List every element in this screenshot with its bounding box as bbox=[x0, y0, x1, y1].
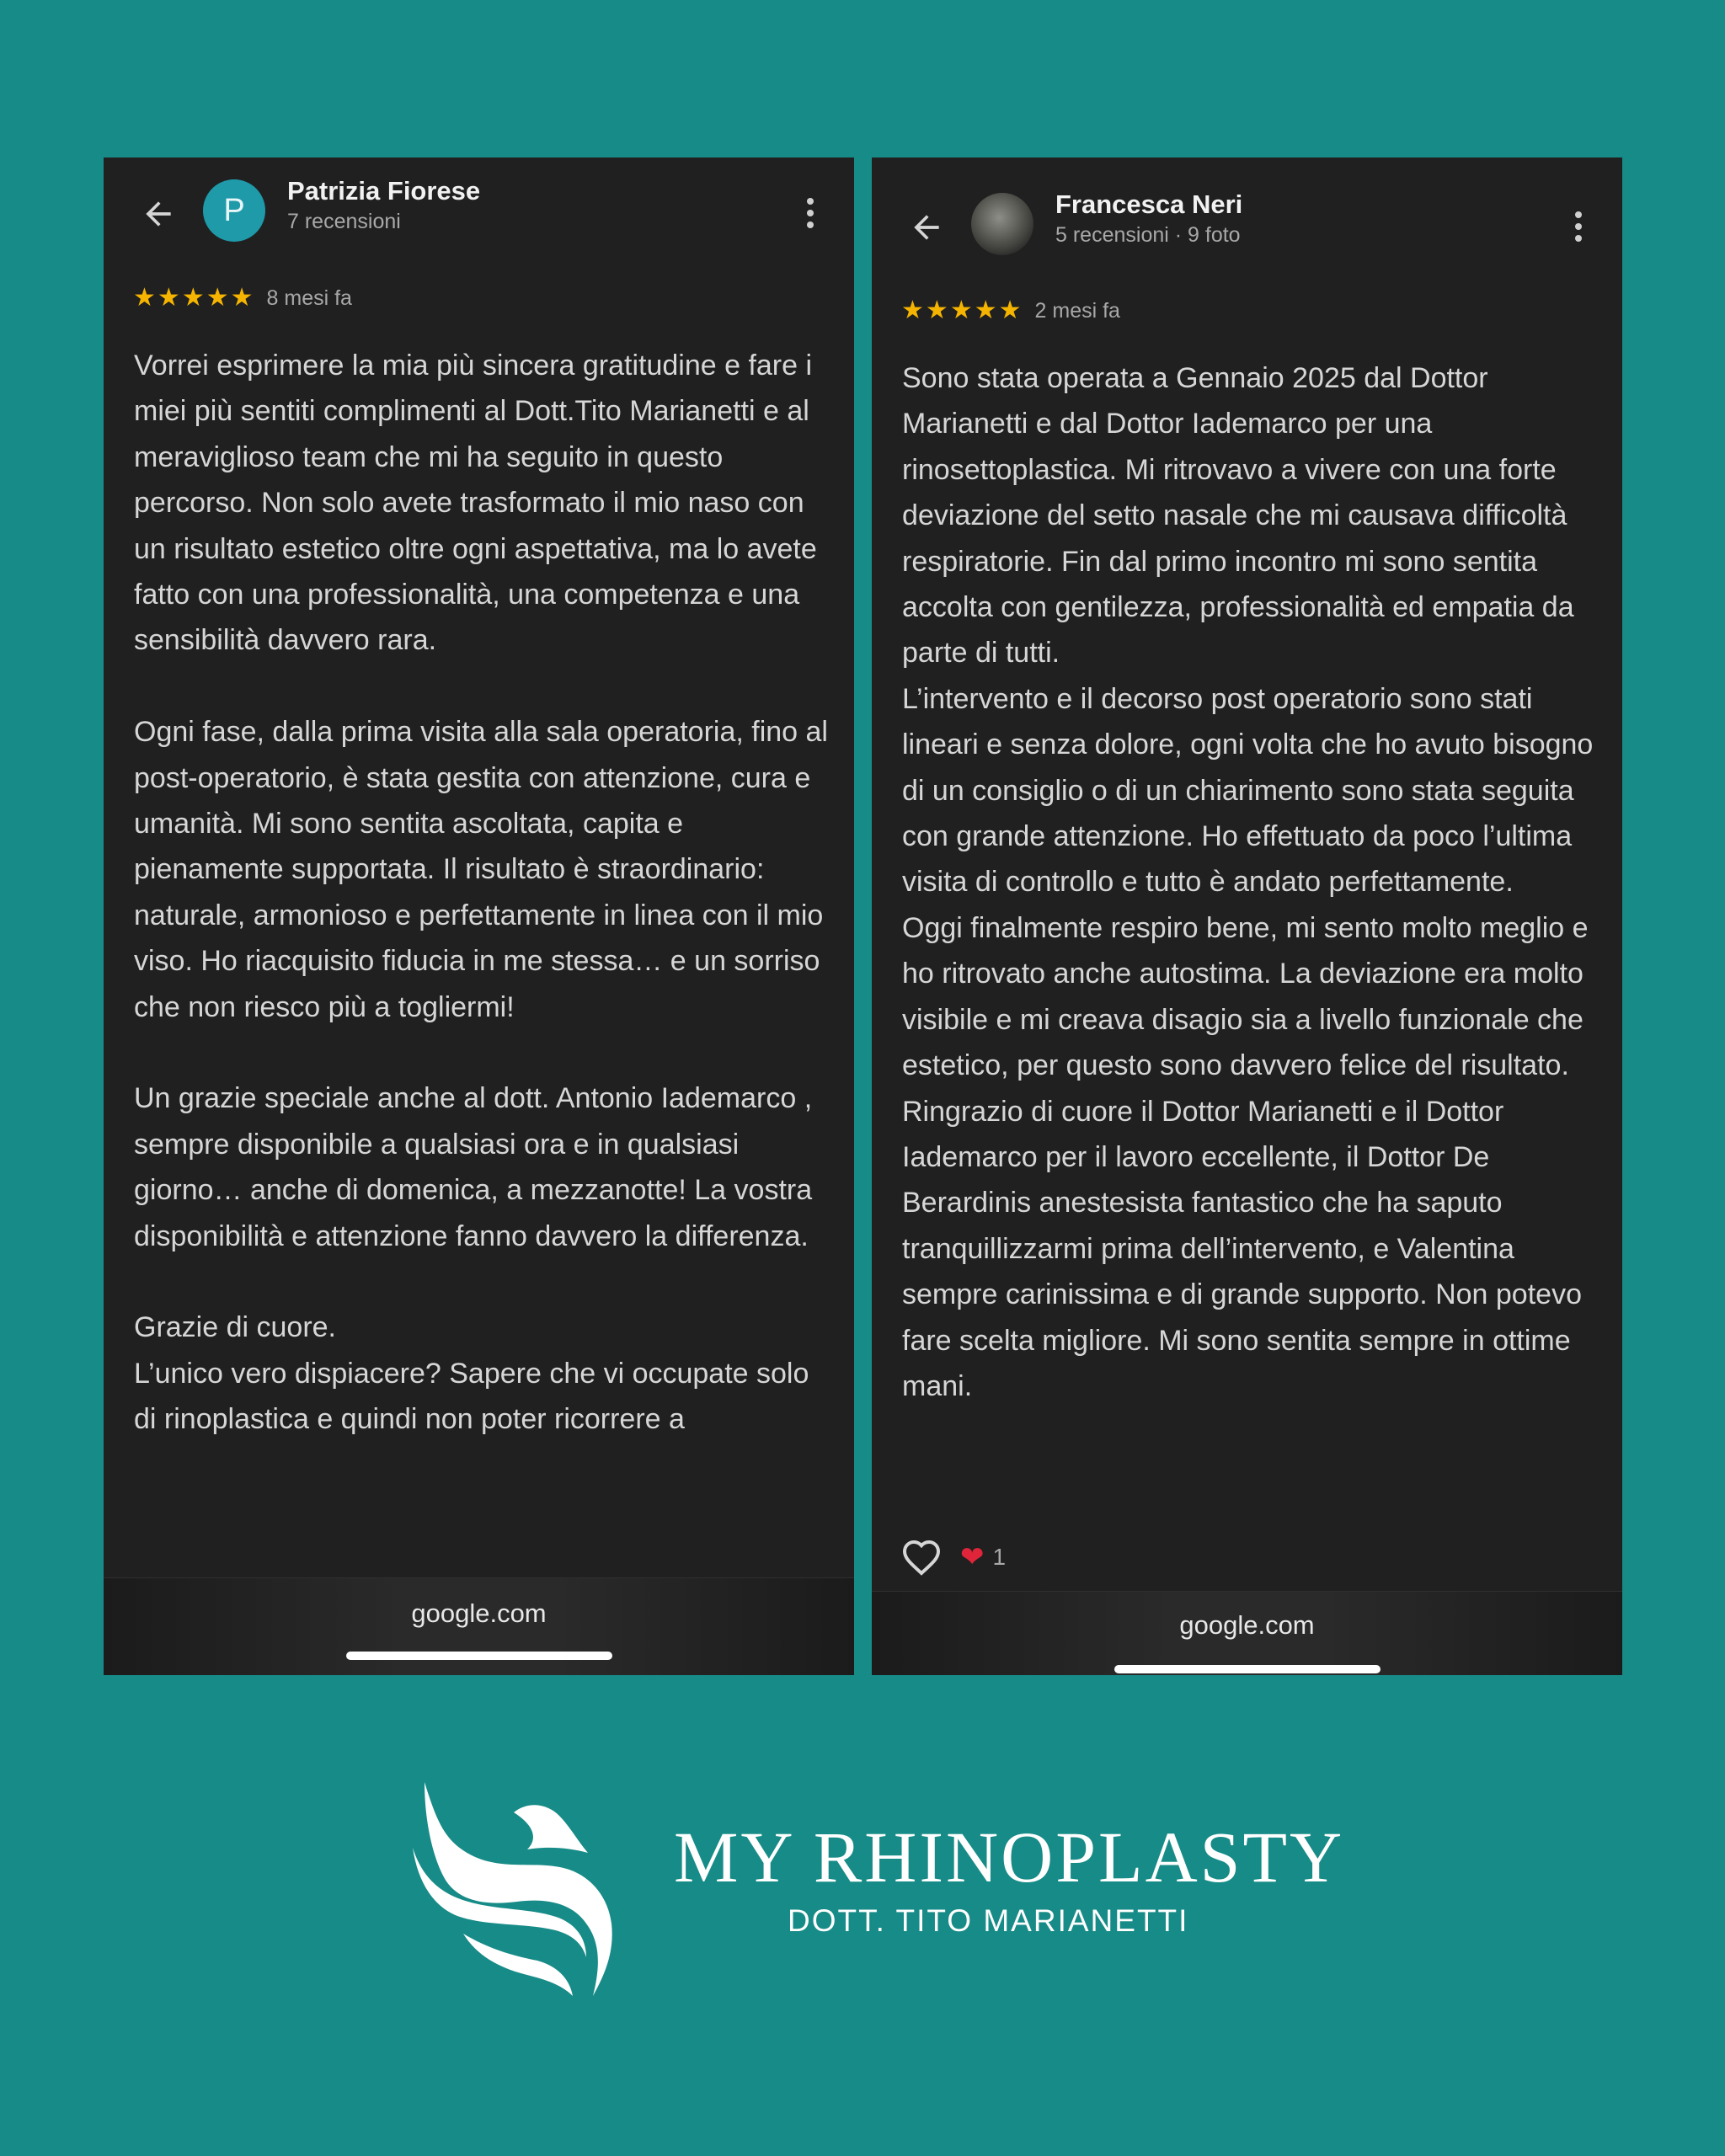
url-text[interactable]: google.com bbox=[1179, 1610, 1315, 1640]
review-body bbox=[902, 355, 1601, 1409]
reviewer-name[interactable]: Francesca Neri bbox=[1055, 189, 1243, 219]
back-button[interactable] bbox=[900, 201, 953, 253]
star-icon: ★ bbox=[133, 284, 156, 312]
review-age: 2 mesi fa bbox=[1034, 298, 1120, 323]
star-icon: ★ bbox=[925, 296, 948, 324]
review-body bbox=[134, 343, 833, 1443]
more-options-button[interactable] bbox=[792, 186, 829, 240]
star-icon: ★ bbox=[206, 284, 229, 312]
avatar[interactable]: P bbox=[203, 179, 265, 242]
red-heart-icon: ❤ bbox=[960, 1541, 985, 1573]
reviewer-name[interactable]: Patrizia Fiorese bbox=[287, 176, 481, 205]
review-paragraph: Grazie di cuore. bbox=[134, 1311, 336, 1344]
reactions-row bbox=[901, 1539, 1006, 1576]
star-rating bbox=[901, 298, 1022, 323]
review-paragraph: Ringrazio di cuore il Dottor Marianetti e il Dottor Iademarco per il lavoro eccellente, il Dottor De Berardinis anestesista fantastico che ha saputo tranquillizzarmi prima dell’intervento, e Valentina sempre carinissima e di grande supporto. Non potevo fare scelta migliore. Mi sono sentita sempre in ottime mani. bbox=[902, 1095, 1582, 1402]
avatar[interactable] bbox=[971, 193, 1033, 255]
reviewer-meta: 5 recensioni · 9 foto bbox=[1055, 223, 1241, 247]
arrow-left-icon bbox=[140, 195, 177, 232]
browser-url-bar[interactable] bbox=[872, 1591, 1622, 1675]
review-paragraph: L’unico vero dispiacere? Sapere che vi occupate solo di rinoplastica e quindi non poter ricorrere a bbox=[134, 1357, 809, 1436]
star-icon: ★ bbox=[230, 284, 254, 312]
back-button[interactable] bbox=[132, 188, 184, 240]
review-age: 8 mesi fa bbox=[266, 286, 352, 310]
review-paragraph: Ogni fase, dalla prima visita alla sala operatoria, fino al post-operatorio, è stata gestita con attenzione, cura e umanità. Mi sono sentita ascoltata, capita e pienamente supportata. Il risultato è straordinario: naturale, armonioso e perfettamente in linea con il mio viso. Ho riacquisito fiducia in me stessa… e un sorriso che non riesco più a togliermi! bbox=[134, 716, 828, 1023]
more-vertical-icon bbox=[1575, 211, 1582, 242]
browser-url-bar[interactable] bbox=[104, 1577, 854, 1675]
reaction-count: 1 bbox=[992, 1544, 1007, 1570]
reviewer-meta: 7 recensioni bbox=[287, 210, 401, 233]
url-text[interactable]: google.com bbox=[411, 1598, 547, 1628]
review-screenshot-left bbox=[104, 157, 854, 1675]
star-icon: ★ bbox=[949, 296, 973, 324]
review-screenshot-right bbox=[872, 157, 1622, 1675]
review-header bbox=[104, 169, 854, 262]
review-paragraph: L’intervento e il decorso post operatorio sono stati lineari e senza dolore, ogni volta che ho avuto bisogno di un consiglio o di un chiarimento sono stata seguita con grande attenzione. Ho effettuato da poco l’ultima visita di controllo e tutto è andato perfettamente. bbox=[902, 682, 1594, 899]
star-icon: ★ bbox=[974, 296, 997, 324]
rating-row bbox=[901, 298, 1120, 323]
home-indicator[interactable] bbox=[1114, 1665, 1381, 1673]
star-rating bbox=[133, 286, 254, 311]
heart-outline-icon[interactable] bbox=[901, 1539, 942, 1576]
more-options-button[interactable] bbox=[1560, 200, 1597, 253]
more-vertical-icon bbox=[807, 198, 814, 228]
home-indicator[interactable] bbox=[346, 1652, 612, 1660]
profile-logo-icon bbox=[413, 1775, 622, 2001]
arrow-left-icon bbox=[908, 209, 945, 246]
review-paragraph: Vorrei esprimere la mia più sincera gratitudine e fare i miei più sentiti complimenti al Dott.Tito Marianetti e al meraviglioso team che mi ha seguito in questo percorso. Non solo avete trasformato il mio naso con un risultato estetico oltre ogni aspettativa, ma lo avete fatto con una professionalità, una competenza e una sensibilità davvero rara. bbox=[134, 350, 817, 657]
star-icon: ★ bbox=[901, 296, 924, 324]
star-icon: ★ bbox=[157, 284, 180, 312]
brand-name: MY RHINOPLASTY bbox=[674, 1817, 1345, 1897]
rating-row bbox=[133, 286, 352, 311]
star-icon: ★ bbox=[998, 296, 1022, 324]
brand-subtitle: DOTT. TITO MARIANETTI bbox=[788, 1903, 1189, 1938]
star-icon: ★ bbox=[181, 284, 205, 312]
review-paragraph: Un grazie speciale anche al dott. Antonio Iademarco , sempre disponibile a qualsiasi ora e in qualsiasi giorno… anche di domenica, a mezzanotte! La vostra disponibilità e attenzione fanno davvero la differenza. bbox=[134, 1082, 813, 1252]
review-paragraph: Sono stata operata a Gennaio 2025 dal Dottor Marianetti e dal Dottor Iademarco per una rinosettoplastica. Mi ritrovavo a vivere con una forte deviazione del setto nasale che mi causava difficoltà respiratorie. Fin dal primo incontro mi sono sentita accolta con gentilezza, professionalità ed empatia da parte di tutti. bbox=[902, 362, 1574, 670]
review-header bbox=[872, 183, 1622, 275]
review-paragraph: Oggi finalmente respiro bene, mi sento molto meglio e ho ritrovato anche autostima. La deviazione era molto visibile e mi creava disagio sia a livello funzionale che estetico, per questo sono davvero felice del risultato. bbox=[902, 911, 1589, 1082]
